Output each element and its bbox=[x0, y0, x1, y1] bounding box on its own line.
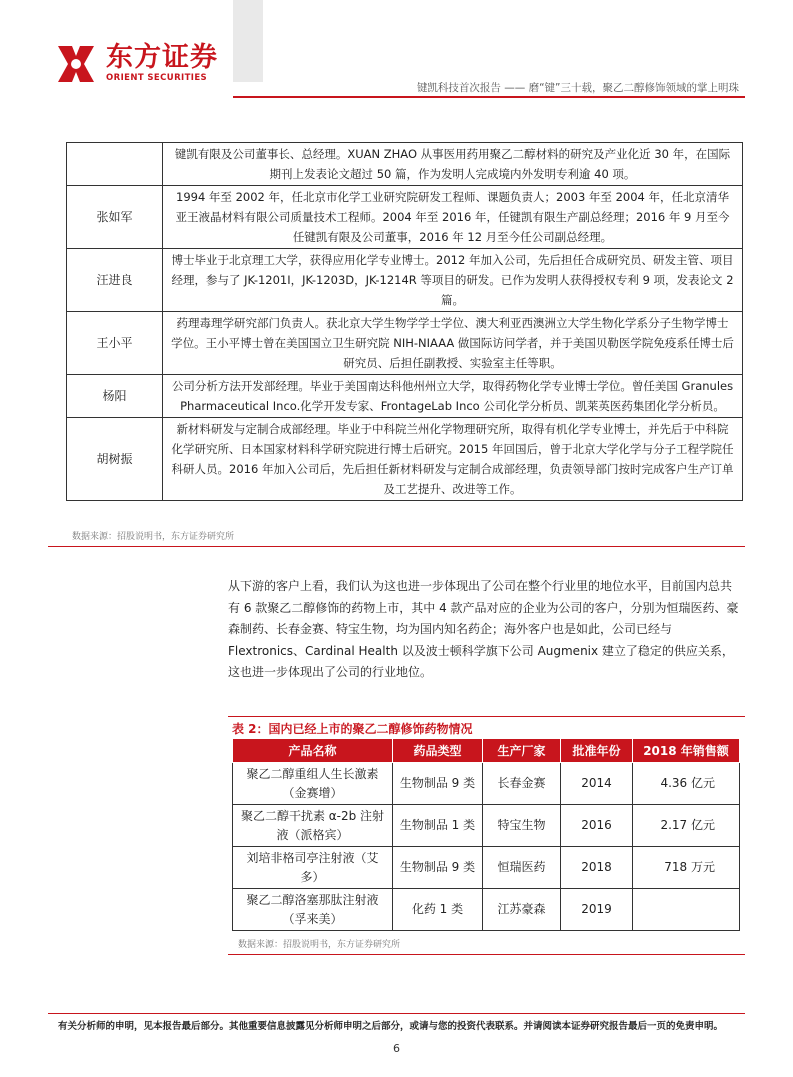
table2-title: 表 2：国内已经上市的聚乙二醇修饰药物情况 bbox=[232, 722, 473, 736]
person-name: 王小平 bbox=[67, 312, 163, 375]
manufacturer: 江苏豪森 bbox=[483, 889, 561, 931]
header-divider bbox=[233, 96, 745, 98]
table-row bbox=[233, 889, 740, 931]
footer-divider bbox=[48, 1013, 745, 1014]
drug-type: 化药 1 类 bbox=[393, 889, 483, 931]
table2-source: 数据来源：招股说明书，东方证券研究所 bbox=[238, 940, 401, 950]
company-logo bbox=[54, 42, 218, 86]
body-paragraph: 从下游的客户上看，我们认为这也进一步体现出了公司在整个行业里的地位水平，目前国内总共有 6 款聚乙二醇修饰的药物上市，其中 4 款产品对应的企业为公司的客户，分别为恒瑞医药、豪森制药、长春金赛、特宝生物，均为国内知名药企；海外客户也是如此，公司已经与 Flextronics、Cardinal Health 以及波士顿科学旗下公司 Augmenix 建立了稳定的供应关系，这也进一步体现出了公司的行业地位。 bbox=[228, 579, 739, 679]
table-row bbox=[67, 249, 743, 312]
table-row bbox=[67, 418, 743, 501]
approval-year: 2016 bbox=[561, 805, 633, 847]
product-name: 刘培非格司亭注射液（艾多） bbox=[233, 847, 393, 889]
person-name bbox=[67, 143, 163, 186]
manufacturer: 特宝生物 bbox=[483, 805, 561, 847]
disclaimer-text: 有关分析师的申明，见本报告最后部分。其他重要信息披露见分析师申明之后部分，或请与您的投资代表联系。并请阅读本证券研究报告最后一页的免责申明。 bbox=[58, 1021, 724, 1032]
column-header: 2018 年销售额 bbox=[633, 739, 740, 763]
manufacturer: 长春金赛 bbox=[483, 763, 561, 805]
section-divider bbox=[228, 954, 745, 955]
logo-english-name: ORIENT SECURITIES bbox=[106, 73, 208, 83]
table-row bbox=[233, 847, 740, 889]
person-name: 汪进良 bbox=[67, 249, 163, 312]
drug-type: 生物制品 1 类 bbox=[393, 805, 483, 847]
section-divider bbox=[48, 546, 745, 547]
person-name: 杨阳 bbox=[67, 375, 163, 418]
approval-year: 2018 bbox=[561, 847, 633, 889]
page-number: 6 bbox=[393, 1042, 400, 1055]
approval-year: 2014 bbox=[561, 763, 633, 805]
person-bio: 博士毕业于北京理工大学，获得应用化学专业博士。2012 年加入公司，先后担任合成研究员、研发主管、项目经理，参与了 JK-1201I，JK-1203D，JK-1214R 等项目的研发。已作为发明人获得授权专利 9 项，发表论文 2 篇。 bbox=[163, 249, 743, 312]
table2-top-divider bbox=[228, 716, 745, 717]
table-row bbox=[67, 312, 743, 375]
table-row bbox=[67, 143, 743, 186]
sales-2018: 2.17 亿元 bbox=[633, 805, 740, 847]
header-accent-band bbox=[233, 0, 263, 82]
person-bio: 新材料研发与定制合成部经理。毕业于中科院兰州化学物理研究所，取得有机化学专业博士，并先后于中科院化学研究所、日本国家材料科学研究院进行博士后研究。2015 年回国后，曾于北京大学化学与分子工程学院任科研人员。2016 年加入公司后，先后担任新材料研发与定制合成部经理，负责领导部门按时完成客户生产订单及工艺提升、改进等工作。 bbox=[163, 418, 743, 501]
product-name: 聚乙二醇洛塞那肽注射液（孚来美） bbox=[233, 889, 393, 931]
report-title: 键凯科技首次报告 —— 磨“键”三十载，聚乙二醇修饰领域的掌上明珠 bbox=[416, 82, 739, 94]
column-header: 产品名称 bbox=[233, 739, 393, 763]
person-bio: 键凯有限及公司董事长、总经理。XUAN ZHAO 从事医用药用聚乙二醇材料的研究及产业化近 30 年，在国际期刊上发表论文超过 50 篇，作为发明人完成境内外发明专利逾 40 项。 bbox=[163, 143, 743, 186]
column-header: 药品类型 bbox=[393, 739, 483, 763]
product-name: 聚乙二醇重组人生长激素（金赛增） bbox=[233, 763, 393, 805]
sales-2018: 4.36 亿元 bbox=[633, 763, 740, 805]
table-row bbox=[67, 186, 743, 249]
sales-2018: 718 万元 bbox=[633, 847, 740, 889]
product-name: 聚乙二醇干扰素 α-2b 注射液（派格宾） bbox=[233, 805, 393, 847]
table-row bbox=[233, 805, 740, 847]
management-table bbox=[66, 142, 743, 501]
logo-chinese-name: 东方证券 bbox=[106, 42, 218, 73]
person-bio: 公司分析方法开发部经理。毕业于美国南达科他州州立大学，取得药物化学专业博士学位。曾任美国 Granules Pharmaceutical Inco.化学开发专家、FrontageLab Inco 公司化学分析员、凯莱英医药集团化学分析员。 bbox=[163, 375, 743, 418]
table-row bbox=[233, 763, 740, 805]
approval-year: 2019 bbox=[561, 889, 633, 931]
drug-type: 生物制品 9 类 bbox=[393, 847, 483, 889]
manufacturer: 恒瑞医药 bbox=[483, 847, 561, 889]
sales-2018 bbox=[633, 889, 740, 931]
pegylated-drugs-table bbox=[232, 738, 740, 931]
orient-securities-logo-icon bbox=[54, 42, 98, 86]
table-row bbox=[67, 375, 743, 418]
table-header-row bbox=[233, 739, 740, 763]
person-bio: 药理毒理学研究部门负责人。获北京大学生物学学士学位、澳大利亚西澳洲立大学生物化学系分子生物学博士学位。王小平博士曾在美国国立卫生研究院 NIH-NIAAA 做国际访问学者，并于美国贝勒医学院免疫系任博士后研究员、后担任副教授、实验室主任等职。 bbox=[163, 312, 743, 375]
person-name: 张如军 bbox=[67, 186, 163, 249]
table1-source: 数据来源：招股说明书，东方证券研究所 bbox=[72, 532, 235, 542]
drug-type: 生物制品 9 类 bbox=[393, 763, 483, 805]
person-bio: 1994 年至 2002 年，任北京市化学工业研究院研发工程师、课题负责人；2003 年至 2004 年，任北京清华亚王液晶材料有限公司质量技术工程师。2004 年至 2016 年，任键凯有限生产副总经理；2016 年 9 月至今任键凯有限及公司董事，2016 年 12 月至今任公司副总经理。 bbox=[163, 186, 743, 249]
column-header: 生产厂家 bbox=[483, 739, 561, 763]
person-name: 胡树振 bbox=[67, 418, 163, 501]
column-header: 批准年份 bbox=[561, 739, 633, 763]
